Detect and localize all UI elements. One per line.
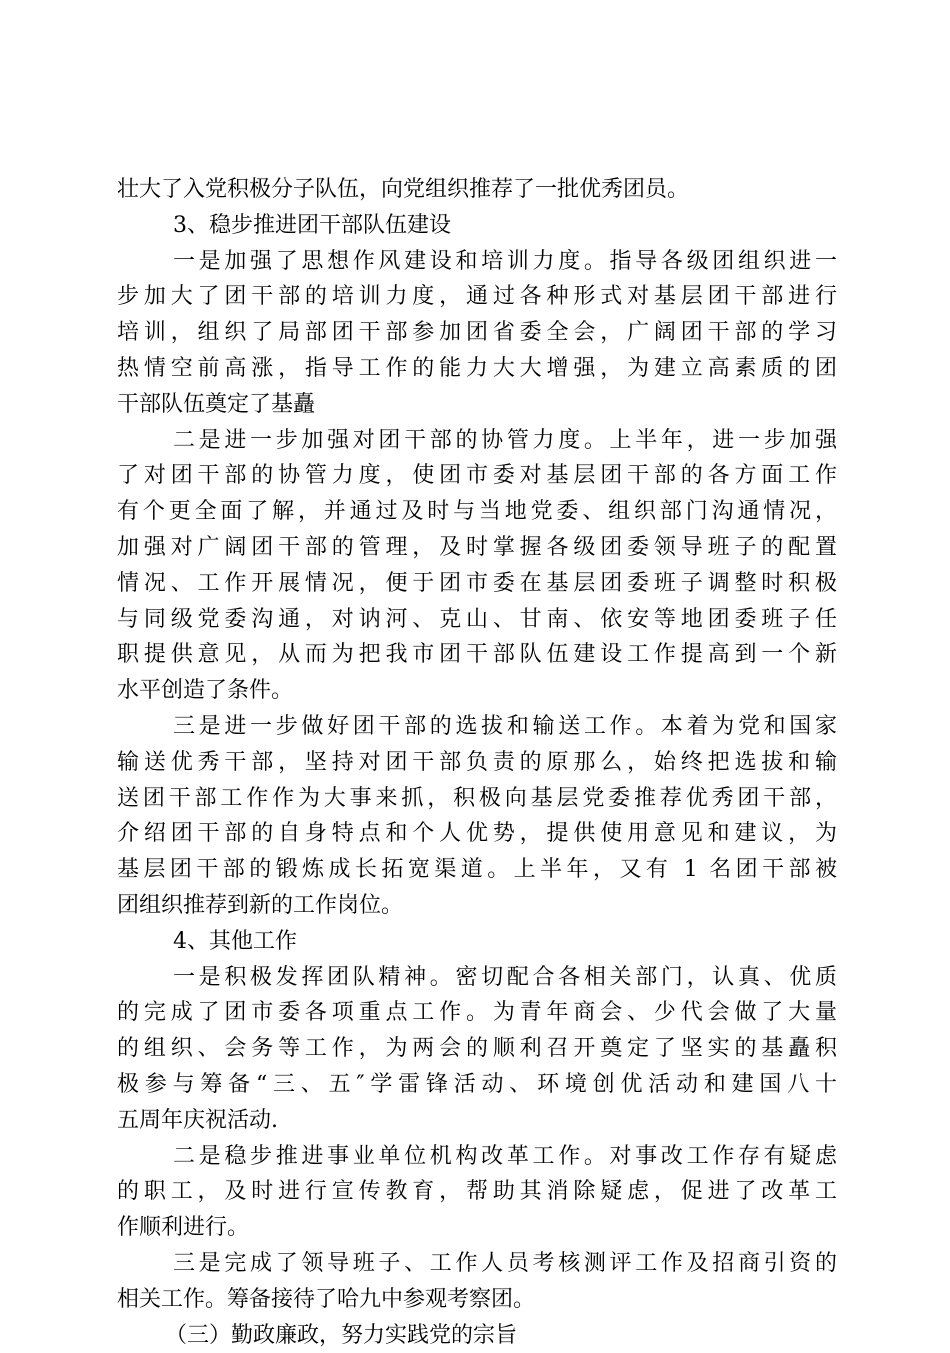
text-line: 基层团干部的锻炼成长拓宽渠道。上半年，又有 1 名团干部被 — [117, 852, 837, 888]
text-line: 输送优秀干部，坚持对团干部负责的原那么，始终把选拔和输 — [117, 745, 837, 781]
text-line: 壮大了入党积极分子队伍，向党组织推荐了一批优秀团员。 — [117, 172, 837, 208]
text-line: 相关工作。筹备接待了哈九中参观考察团。 — [117, 1282, 837, 1318]
text-line: 的组织、会务等工作，为两会的顺利召开奠定了坚实的基矗积 — [117, 1031, 837, 1067]
text-line: 一是加强了思想作风建设和培训力度。指导各级团组织进一 — [117, 244, 837, 280]
text-line: 三是进一步做好团干部的选拔和输送工作。本着为党和国家 — [117, 709, 837, 745]
text-line: 职提供意见，从而为把我市团干部队伍建设工作提高到一个新 — [117, 637, 837, 673]
text-line: 培训，组织了局部团干部参加团省委全会，广阔团干部的学习 — [117, 315, 837, 351]
text-line: 情况、工作开展情况，便于团市委在基层团委班子调整时积极 — [117, 566, 837, 602]
text-line: 了对团干部的协管力度，使团市委对基层团干部的各方面工作 — [117, 458, 837, 494]
text-line: 的职工，及时进行宣传教育，帮助其消除疑虑，促进了改革工 — [117, 1174, 837, 1210]
text-line: （三）勤政廉政，努力实践党的宗旨 — [117, 1318, 837, 1353]
text-line: 二是进一步加强对团干部的协管力度。上半年，进一步加强 — [117, 423, 837, 459]
text-line: 4、其他工作 — [117, 924, 837, 960]
text-line: 团组织推荐到新的工作岗位。 — [117, 888, 837, 924]
document-body — [117, 172, 837, 1353]
text-line: 加强对广阔团干部的管理，及时掌握各级团委领导班子的配置 — [117, 530, 837, 566]
text-line: 热情空前高涨，指导工作的能力大大增强，为建立高素质的团 — [117, 351, 837, 387]
text-line: 有个更全面了解，并通过及时与当地党委、组织部门沟通情况， — [117, 494, 837, 530]
text-line: 作顺利进行。 — [117, 1210, 837, 1246]
text-line: 介绍团干部的自身特点和个人优势，提供使用意见和建议，为 — [117, 816, 837, 852]
text-line: 五周年庆祝活动. — [117, 1103, 837, 1139]
text-line: 3、稳步推进团干部队伍建设 — [117, 208, 837, 244]
text-line: 干部队伍奠定了基矗 — [117, 387, 837, 423]
text-line: 二是稳步推进事业单位机构改革工作。对事改工作存有疑虑 — [117, 1139, 837, 1175]
text-line: 送团干部工作作为大事来抓，积极向基层党委推荐优秀团干部， — [117, 781, 837, 817]
text-line: 的完成了团市委各项重点工作。为青年商会、少代会做了大量 — [117, 995, 837, 1031]
text-line: 三是完成了领导班子、工作人员考核测评工作及招商引资的 — [117, 1246, 837, 1282]
text-line: 极参与筹备“三、五″学雷锋活动、环境创优活动和建国八十 — [117, 1067, 837, 1103]
text-line: 水平创造了条件。 — [117, 673, 837, 709]
text-line: 步加大了团干部的培训力度，通过各种形式对基层团干部进行 — [117, 279, 837, 315]
text-line: 与同级党委沟通，对讷河、克山、甘南、依安等地团委班子任 — [117, 602, 837, 638]
text-line: 一是积极发挥团队精神。密切配合各相关部门，认真、优质 — [117, 960, 837, 996]
